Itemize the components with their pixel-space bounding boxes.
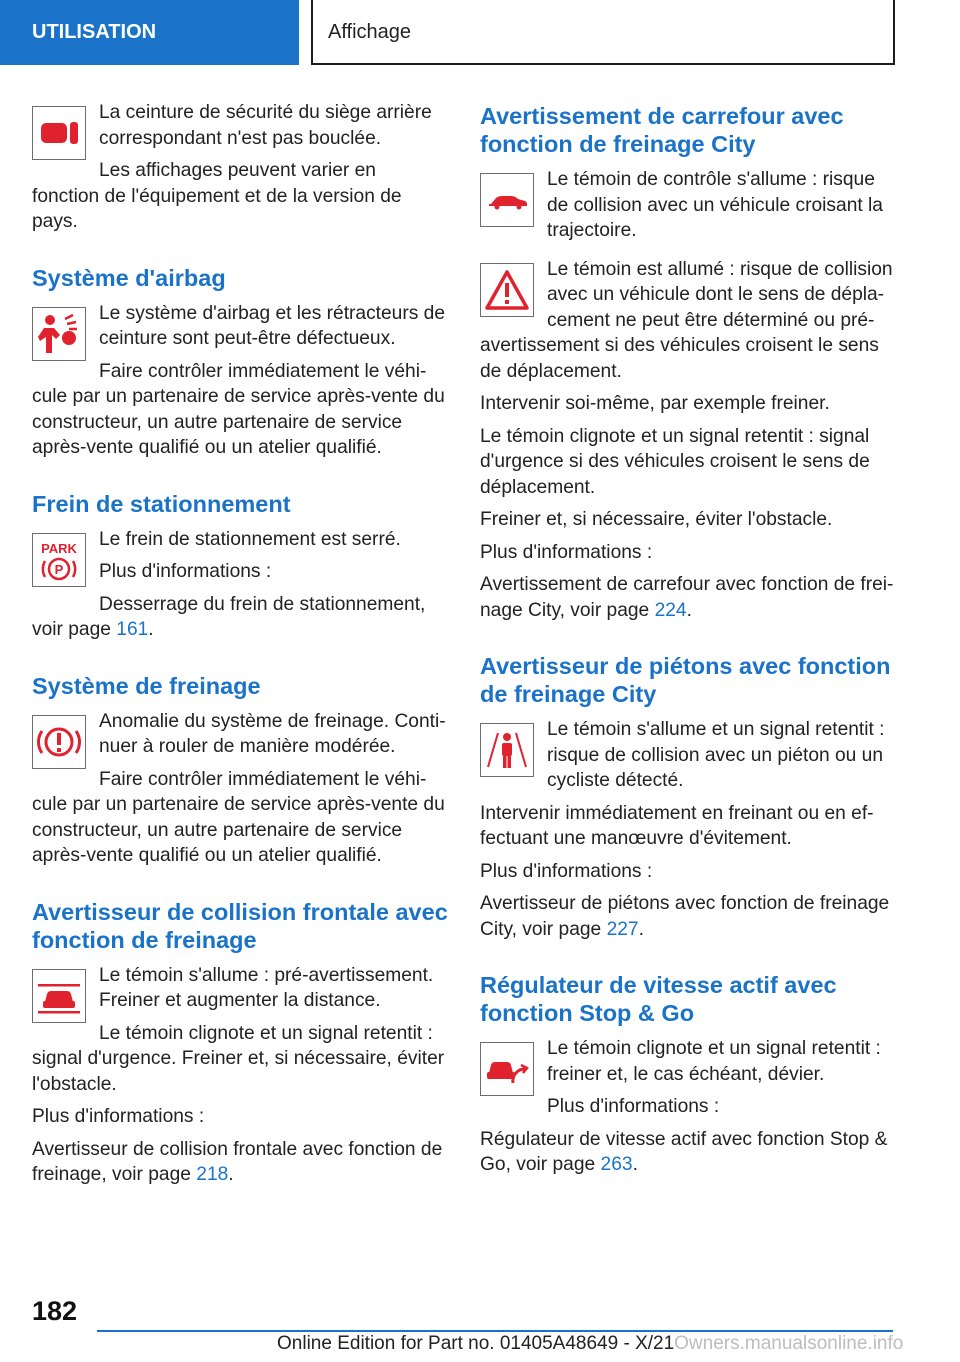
cruise-control-text-3: Régulateur de vitesse actif avec fonction Stop & Go, voir page 263. <box>480 1128 888 1175</box>
airbag-text-1: Le système d'airbag et les rétracteurs de ceinture sont peut-être défectueux. <box>99 302 446 349</box>
cruise-control-entry <box>480 1036 896 1185</box>
collision-warning-heading: Avertisseur de collision frontale avec fonction de freinage <box>32 898 448 953</box>
airbag-text-2: Faire contrôler immédiatement le véhi-cule par un partenaire de service après-vente du constructeur, un autre partenaire de service après-vente qualifié ou un atelier qualifié. <box>32 360 445 458</box>
svg-text:P: P <box>54 561 64 577</box>
page-link-263[interactable]: 263 <box>600 1154 633 1175</box>
parking-brake-heading: Frein de stationnement <box>32 490 291 517</box>
cruise-control-text-2: Plus d'informations : <box>547 1096 720 1117</box>
crossing-car-icon <box>480 173 534 227</box>
left-column <box>32 100 448 1195</box>
airbag-warning-icon <box>32 307 86 361</box>
parking-brake-text-2: Plus d'informations : <box>99 561 272 582</box>
collision-warning-text-3: Plus d'informations : <box>32 1106 205 1127</box>
warning-triangle-icon <box>480 263 534 317</box>
pedestrian-warning-text-3: Plus d'informations : <box>480 860 653 882</box>
crossing-warning-text-6: Plus d'informations : <box>480 541 653 563</box>
collision-warning-entry <box>32 963 448 1195</box>
watermark-text: Owners.manualsonline.info <box>674 1333 904 1354</box>
airbag-entry <box>32 301 448 468</box>
brake-warning-icon <box>32 715 86 769</box>
parking-brake-icon <box>32 533 86 587</box>
parking-brake-text-1: Le frein de stationnement est serré. <box>99 528 401 550</box>
page-link-218[interactable]: 218 <box>196 1164 229 1185</box>
crossing-warning-text-2: Le témoin est allumé : risque de collision avec un véhicule dont le sens de dépla-cement ne peut être déterminé ou pré-avertissement si des véhicules croisent le sens de déplacement. <box>480 258 893 382</box>
crossing-warning-heading: Avertissement de carrefour avec fonction de freinage City <box>480 103 844 157</box>
edition-text: Online Edition for Part no. 01405A48649 - X/21 <box>277 1333 675 1354</box>
pedestrian-warning-text-1: Le témoin s'allume et un signal retentit : risque de collision avec un piéton ou un cycliste détecté. <box>547 719 885 791</box>
brake-system-text-2: Faire contrôler immédiatement le véhi-cule par un partenaire de service après-vente du constructeur, un autre partenaire de service après-vente qualifié ou un atelier qualifié. <box>32 768 445 866</box>
section-tab: UTILISATION <box>0 0 299 65</box>
crossing-warning-entry <box>480 167 896 630</box>
crossing-warning-text-5: Freiner et, si nécessaire, éviter l'obstacle. <box>480 509 833 530</box>
crossing-warning-text-4: Le témoin clignote et un signal retentit : signal d'urgence si des véhicules croisent le sens de déplacement. <box>480 425 870 498</box>
pedestrian-warning-text-4: Avertisseur de piétons avec fonction de freinage City, voir page 227. <box>480 893 890 940</box>
collision-warning-text-2: Le témoin clignote et un signal retentit : signal d'urgence. Freiner et, si nécessaire, éviter l'obstacle. <box>32 1022 445 1095</box>
collision-warning-text-1: Le témoin s'allume : pré-avertissement. Freiner et augmenter la distance. <box>99 964 434 1011</box>
pedestrian-warning-heading: Avertisseur de piétons avec fonction de freinage City <box>480 653 891 707</box>
cruise-control-heading: Régulateur de vitesse actif avec fonction Stop & Go <box>480 972 837 1026</box>
cruise-control-text-1: Le témoin clignote et un signal retentit : freiner et, le cas échéant, dévier. <box>547 1038 881 1085</box>
crossing-warning-text-7: Avertissement de carrefour avec fonction de frei-nage City, voir page 224. <box>480 574 894 621</box>
seatbelt-text-2: Les affichages peuvent varier en fonction de l'équipement et de la version de pays. <box>32 160 402 232</box>
parking-brake-entry <box>32 527 448 650</box>
footer-text <box>277 1333 903 1355</box>
cruise-control-icon <box>480 1042 534 1096</box>
park-label: PARK <box>41 540 77 556</box>
page-link-224[interactable]: 224 <box>654 599 687 621</box>
page-number: 182 <box>32 1296 78 1326</box>
crossing-warning-text-3: Intervenir soi-même, par exemple freiner. <box>480 393 830 414</box>
brake-system-text-1: Anomalie du système de freinage. Conti-nuer à rouler de manière modérée. <box>99 710 446 757</box>
pedestrian-warning-text-2: Intervenir immédiatement en freinant ou en ef-fectuant une manœuvre d'évitement. <box>480 802 874 849</box>
car-ahead-icon <box>32 969 86 1023</box>
page-link-161[interactable]: 161 <box>116 619 149 640</box>
seatbelt-entry <box>32 100 448 242</box>
brake-system-heading: Système de freinage <box>32 672 261 699</box>
footer-rule <box>97 1330 893 1332</box>
seatbelt-warning-icon <box>32 106 86 160</box>
parking-brake-text-3: Desserrage du frein de stationnement, voir page 161. <box>32 593 426 640</box>
collision-warning-text-4: Avertisseur de collision frontale avec fonction de freinage, voir page 218. <box>32 1138 443 1185</box>
airbag-heading: Système d'airbag <box>32 264 226 291</box>
chapter-title: Affichage <box>311 0 895 65</box>
crossing-warning-text-1: Le témoin de contrôle s'allume : risque de collision avec un véhicule croisant la trajectoire. <box>547 169 883 241</box>
brake-system-entry <box>32 709 448 876</box>
pedestrian-icon <box>480 723 534 777</box>
seatbelt-text-1: La ceinture de sécurité du siège arrière correspondant n'est pas bouclée. <box>99 102 432 149</box>
pedestrian-warning-entry <box>480 717 896 949</box>
right-column <box>480 76 896 1185</box>
page-link-227[interactable]: 227 <box>606 918 639 940</box>
